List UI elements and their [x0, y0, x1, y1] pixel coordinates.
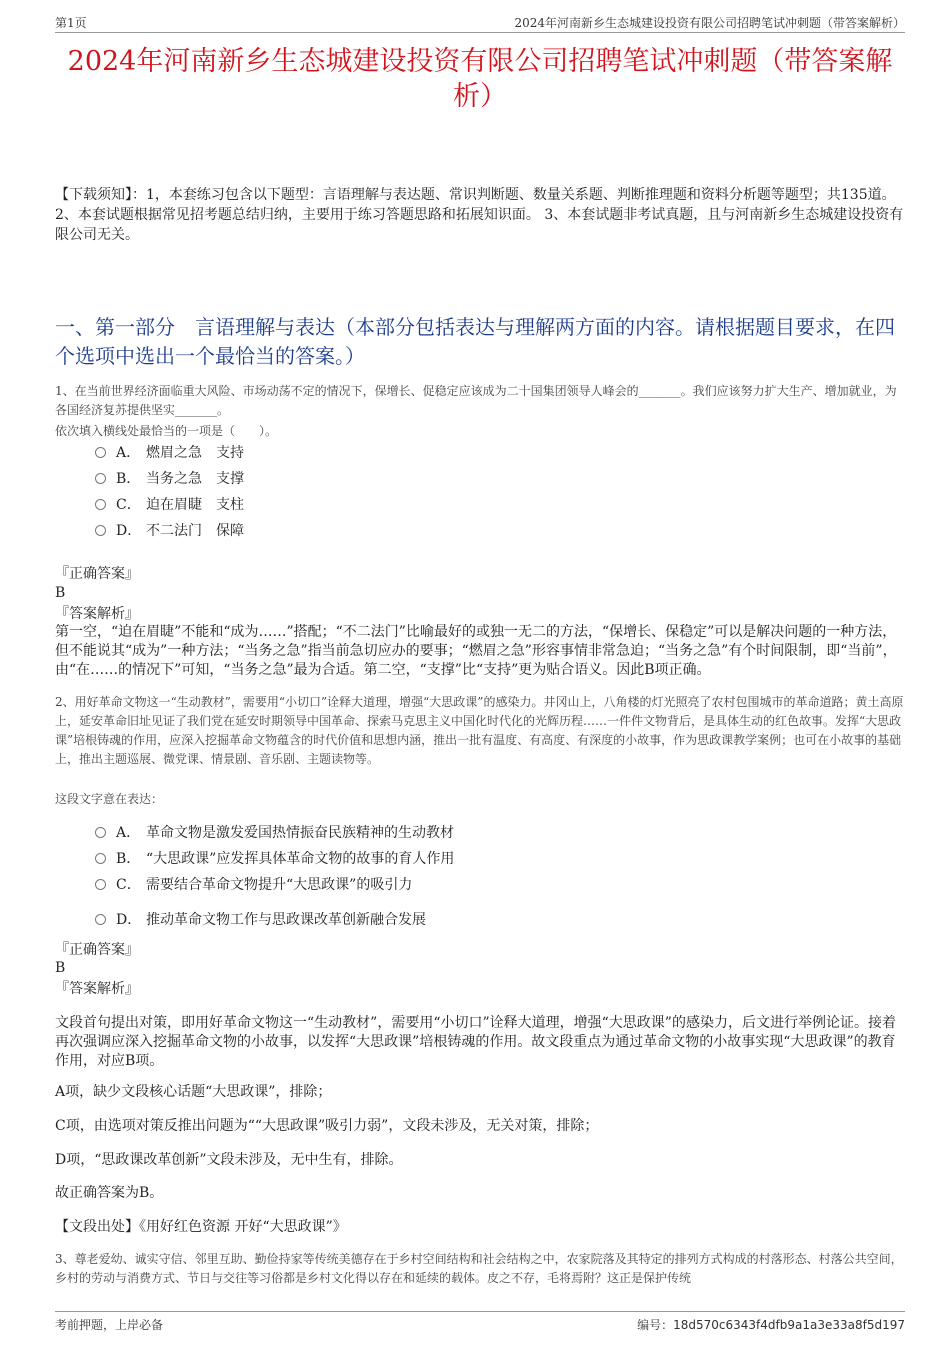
radio-icon[interactable] [95, 914, 106, 925]
page-number: 第1页 [55, 16, 87, 30]
q1-option-c[interactable] [95, 492, 695, 518]
q2-source: 【文段出处】《用好红色资源 开好“大思政课”》 [55, 1219, 347, 1235]
q1-correct-answer-label: 『正确答案』 [55, 566, 139, 582]
footer-slogan: 考前押题，上岸必备 [55, 1318, 164, 1332]
footer-code-value: 18d570c6343f4dfb9a1a3e33a8f5d197 [673, 1318, 905, 1332]
question-1-options [95, 440, 695, 544]
question-1-stem: 1、在当前世界经济面临重大风险、市场动荡不定的情况下，保增长、促稳定应该成为二十国集团领导人峰会的_______。我们应该努力扩大生产、增加就业，为各国经济复苏提供坚实_______。 [55, 384, 897, 417]
radio-icon[interactable] [95, 525, 106, 536]
q2-analysis-option-d: D项，“思政课改革创新”文段未涉及，无中生有，排除。 [55, 1152, 403, 1168]
q2-analysis-option-c: C项，由选项对策反推出问题为““大思政课”吸引力弱”，文段未涉及，无关对策，排除； [55, 1118, 599, 1134]
question-1-prompt: 依次填入横线处最恰当的一项是（ ）。 [55, 424, 278, 438]
q2-analysis-label: 『答案解析』 [55, 981, 139, 997]
radio-icon[interactable] [95, 499, 106, 510]
option-letter: A． [116, 825, 141, 841]
q1-correct-answer: B [55, 585, 66, 601]
option-text: 当务之急 支撑 [146, 471, 244, 487]
question-2-options [95, 820, 695, 933]
radio-icon[interactable] [95, 827, 106, 838]
q1-option-a[interactable] [95, 440, 695, 466]
q2-option-c[interactable] [95, 872, 695, 898]
option-text: “大思政课”应发挥具体革命文物的故事的育人作用 [146, 851, 455, 867]
option-letter: C． [116, 877, 141, 893]
q2-correct-answer-label: 『正确答案』 [55, 942, 139, 958]
option-letter: D． [116, 523, 142, 539]
option-letter: B． [116, 851, 141, 867]
q1-analysis-text: 第一空，“迫在眉睫”不能和“成为……”搭配；“不二法门”比喻最好的或独一无二的方法，“保增长、保稳定”可以是解决问题的一种方法，但不能说其“成为”一种方法；“当务之急”指当前急切应办的要事；“燃眉之急”形容事情非常急迫；“当务之急”有个时间限制，即“当前”，由“在……的情况下”可知，“当务之急”最为合适。第二空，“支撑”比“支持”更为贴合语义。因此B项正确。 [55, 624, 897, 678]
option-text: 需要结合革命文物提升“大思政课”的吸引力 [146, 877, 413, 893]
option-letter: C． [116, 497, 141, 513]
radio-icon[interactable] [95, 879, 106, 890]
option-letter: B． [116, 471, 141, 487]
section-title: 一、第一部分 言语理解与表达（本部分包括表达与理解两方面的内容。请根据题目要求，在四个选项中选出一个最恰当的答案。） [55, 315, 895, 368]
q2-analysis-text: 文段首句提出对策，即用好革命文物这一“生动教材”，需要用“小切口”诠释大道理，增强“大思政课”的感染力，后文进行举例论证。接着再次强调应深入挖掘革命文物的小故事，以发挥“大思政课”培根铸魂的作用。故文段重点为通过革命文物的小故事实现“大思政课”的教育作用，对应B项。 [55, 1015, 896, 1069]
radio-icon[interactable] [95, 447, 106, 458]
page-header [55, 12, 905, 33]
radio-icon[interactable] [95, 473, 106, 484]
header-doc-title: 2024年河南新乡生态城建设投资有限公司招聘笔试冲刺题（带答案解析） [514, 16, 905, 30]
option-letter: D． [116, 912, 142, 928]
option-text: 推动革命文物工作与思政课改革创新融合发展 [146, 912, 426, 928]
option-text: 迫在眉睫 支柱 [146, 497, 244, 513]
page-footer [55, 1311, 905, 1334]
footer-code-label: 编号： [637, 1318, 674, 1332]
option-text: 不二法门 保障 [146, 523, 244, 539]
question-2-prompt: 这段文字意在表达： [55, 792, 164, 806]
option-text: 革命文物是激发爱国热情振奋民族精神的生动教材 [146, 825, 454, 841]
q2-option-a[interactable] [95, 820, 695, 846]
footer-code [637, 1316, 905, 1333]
q2-final-answer: 故正确答案为B。 [55, 1185, 164, 1201]
q1-analysis-label: 『答案解析』 [55, 606, 139, 622]
q2-analysis-option-a: A项，缺少文段核心话题“大思政课”，排除； [55, 1084, 332, 1100]
q2-option-b[interactable] [95, 846, 695, 872]
document-title: 2024年河南新乡生态城建设投资有限公司招聘笔试冲刺题（带答案解析） [67, 46, 893, 112]
radio-icon[interactable] [95, 853, 106, 864]
q2-correct-answer: B [55, 960, 66, 976]
q2-option-d[interactable] [95, 907, 695, 933]
option-text: 燃眉之急 支持 [146, 445, 244, 461]
download-notice: 【下载须知】：1，本套练习包含以下题型：言语理解与表达题、常识判断题、数量关系题、判断推理题和资料分析题等题型；共135道。 2、本套试题根据常见招考题总结归纳，主要用于练习答题思路和拓展知识面。 3、本套试题非考试真题，且与河南新乡生态城建设投资有限公司无关。 [55, 187, 904, 243]
question-2-stem: 2、用好革命文物这一“生动教材”，需要用“小切口”诠释大道理，增强“大思政课”的感染力。井冈山上，八角楼的灯光照亮了农村包围城市的革命道路；黄土高原上，延安革命旧址见证了我们党在延安时期领导中国革命、探索马克思主义中国化时代化的光辉历程……一件件文物背后，是具体生动的红色故事。发挥“大思政课”培根铸魂的作用，应深入挖掘革命文物蕴含的时代价值和思想内涵，推出一批有温度、有高度、有深度的小故事，作为思政课教学案例；也可在小故事的基础上，推出主题巡展、微党课、情景剧、音乐剧、主题读物等。 [55, 695, 904, 766]
question-3-stem: 3、尊老爱幼、诚实守信、邻里互助、勤俭持家等传统美德存在于乡村空间结构和社会结构之中，农家院落及其特定的排列方式构成的村落形态、村落公共空间，乡村的劳动与消费方式、节日与交往等习俗都是乡村文化得以存在和延续的载体。皮之不存，毛将焉附？这正是保护传统 [55, 1252, 903, 1285]
q1-option-d[interactable] [95, 518, 695, 544]
option-letter: A． [116, 445, 141, 461]
q1-option-b[interactable] [95, 466, 695, 492]
